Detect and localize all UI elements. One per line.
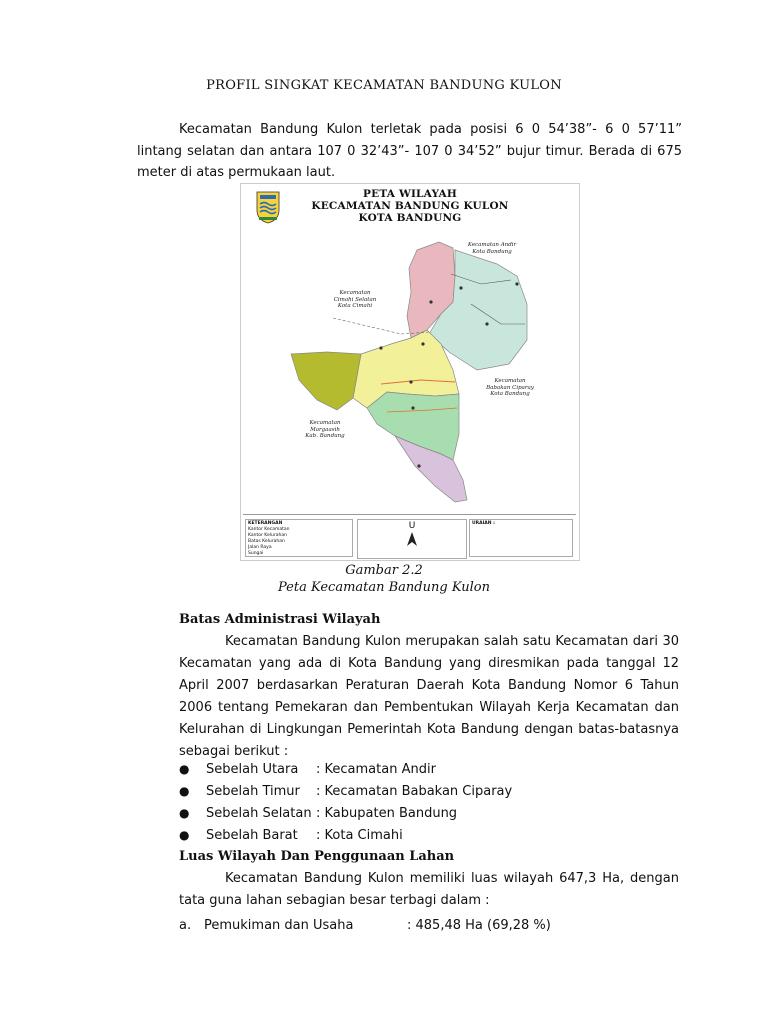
north-arrow: U: [357, 519, 467, 559]
figure-caption: Gambar 2.2 Peta Kecamatan Bandung Kulon: [278, 563, 490, 595]
label-babakan-ciparay: Kecamatan Babakan Ciparay Kota Bandung: [486, 378, 534, 397]
region-west: [291, 352, 361, 410]
list-item: ● Sebelah Barat : Kota Cimahi: [179, 827, 403, 843]
map-regions: [241, 184, 579, 560]
list-item: ● Sebelah Utara : Kecamatan Andir: [179, 761, 436, 777]
map-uraian: URAIAN :: [469, 519, 573, 557]
luas-paragraph: Kecamatan Bandung Kulon memiliki luas wilayah 647,3 Ha, dengan tata guna lahan sebagian besar terbagi dalam :: [179, 871, 679, 908]
batas-paragraph: Kecamatan Bandung Kulon merupakan salah satu Kecamatan dari 30 Kecamatan yang ada di Kota Bandung yang diresmikan pada tanggal 12 April 2007 berdasarkan Peraturan Daerah Kota Bandung Nomor 6 Tahun 2006 tentang Pemekaran dan Pembentukan Wilayah Kerja Kecamatan dan Kelurahan di Lingkungan Pemerintah Kota Bandung dengan batas-batasnya sebagai berikut :: [179, 634, 679, 759]
north-arrow-icon: [407, 532, 417, 546]
map-title: PETA WILAYAH KECAMATAN BANDUNG KULON KOTA BANDUNG: [311, 188, 509, 224]
label-andir: Kecamatan Andir Kota Bandung: [467, 242, 517, 255]
label-cimahi: Kecamatan Cimahi Selatan Kota Cimahi: [333, 290, 377, 309]
page-title: PROFIL SINGKAT KECAMATAN BANDUNG KULON: [206, 78, 562, 93]
list-item: ● Sebelah Selatan : Kabupaten Bandung: [179, 805, 458, 821]
map-figure: [240, 183, 580, 561]
label-margaasih: Kecamatan Margaasih Kab. Bandung: [305, 420, 345, 439]
map-legend: KETERANGAN Kantor Kecamatan Kantor Kelurahan Batas Kelurahan Jalan Raya Sungai U URAIAN :: [243, 514, 576, 559]
batas-list: [179, 758, 512, 846]
section-heading-luas: Luas Wilayah Dan Penggunaan Lahan: [179, 849, 455, 864]
landuse-item: a. Pemukiman dan Usaha : 485,48 Ha (69,28 %): [179, 918, 551, 933]
section-heading-batas: Batas Administrasi Wilayah: [179, 612, 381, 627]
intro-paragraph: Kecamatan Bandung Kulon terletak pada posisi 6 0 54’38”- 6 0 57’11” lintang selatan dan antara 107 0 32’43”- 107 0 34’52” bujur timur. Berada di 675 meter di atas permukaan laut.: [137, 122, 682, 180]
list-item: ● Sebelah Timur : Kecamatan Babakan Ciparay: [179, 783, 513, 799]
